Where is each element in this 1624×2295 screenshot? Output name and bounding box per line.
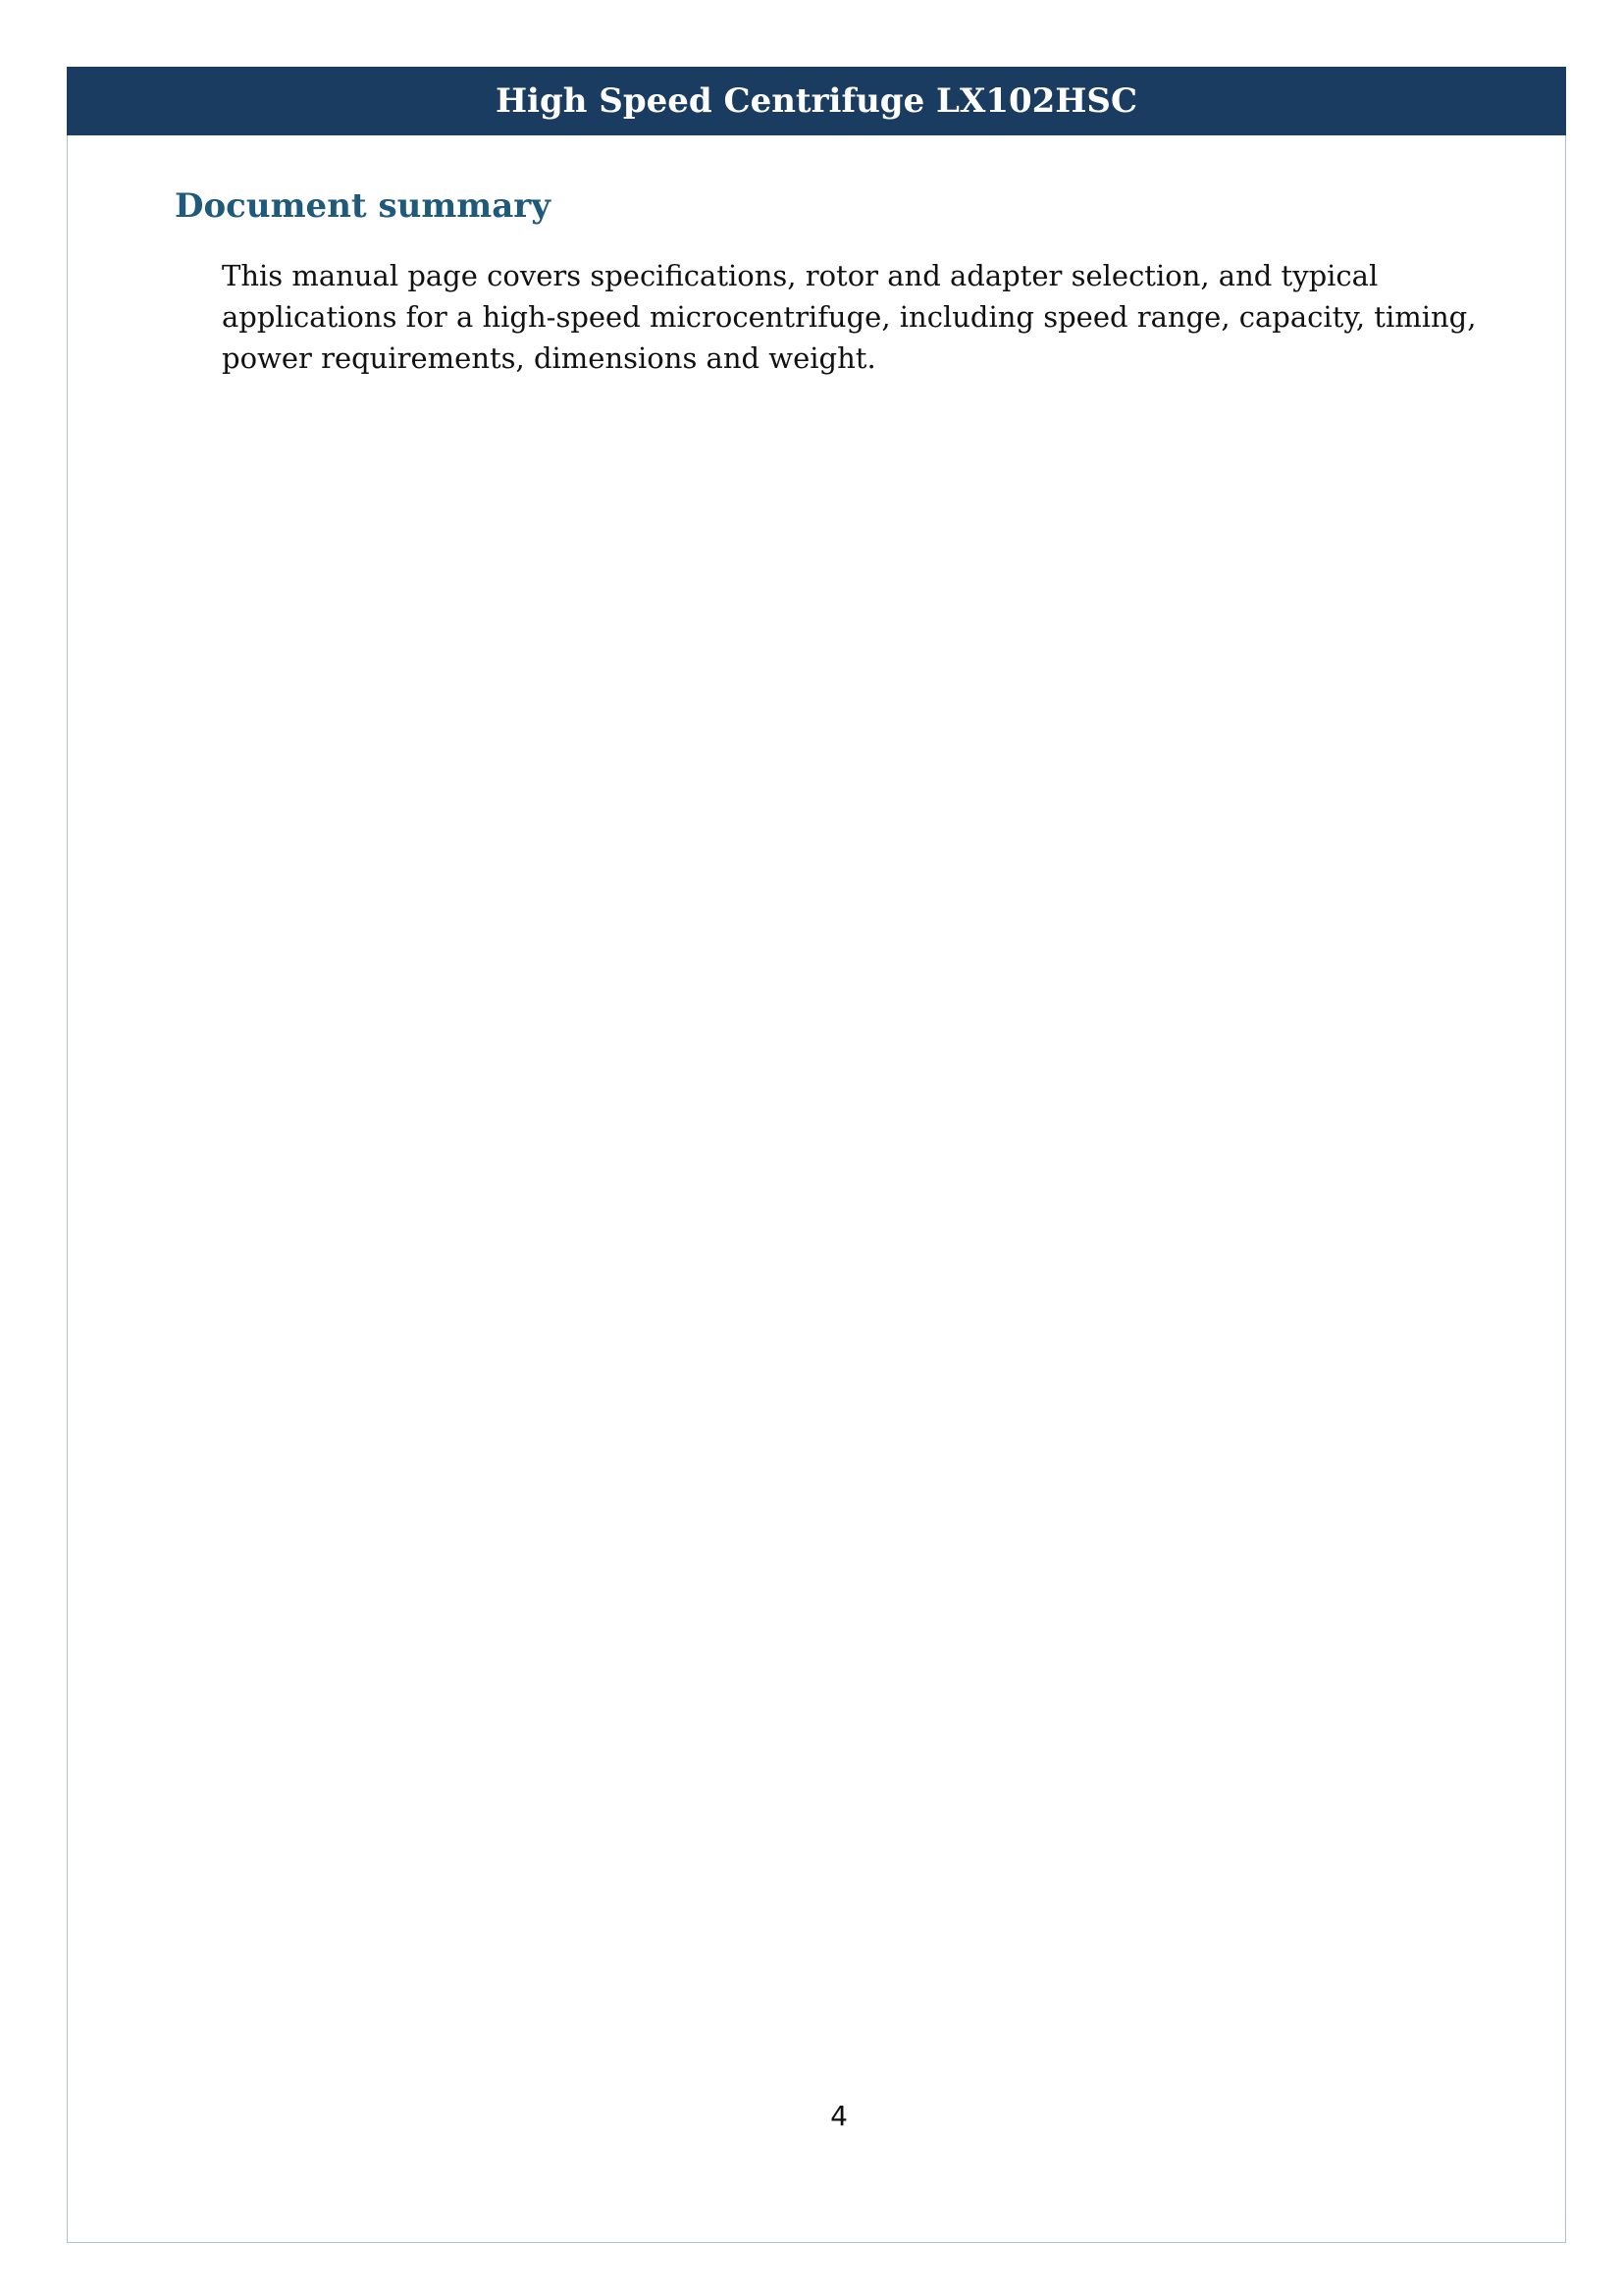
summary-heading: Document summary — [175, 186, 550, 226]
page-number: 4 — [830, 2100, 848, 2132]
document-header — [67, 67, 1566, 135]
summary-text: This manual page covers specifications, rotor and adapter selection, and typical applications for a high-speed microcentrifuge, including speed range, capacity, timing, power requirements, dimensions and weight. — [222, 259, 1477, 375]
page-frame — [67, 67, 1566, 2243]
document-title: High Speed Centrifuge LX102HSC — [495, 81, 1138, 121]
